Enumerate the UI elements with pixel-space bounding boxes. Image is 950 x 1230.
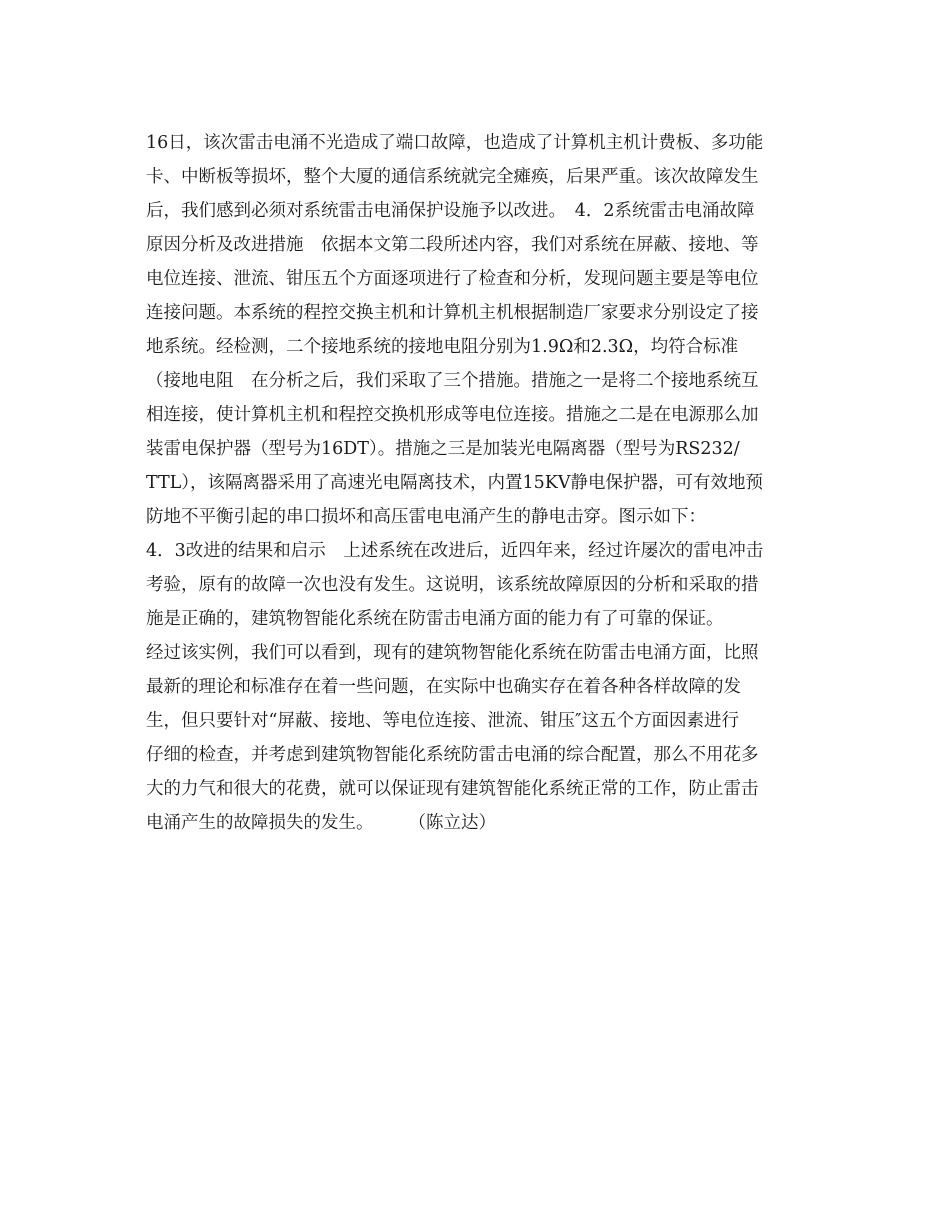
text-line: 仔细的检查，并考虑到建筑物智能化系统防雷击电涌的综合配置，那么不用花多 <box>146 745 759 765</box>
body-text <box>146 126 816 840</box>
text-line: （接地电阻 在分析之后，我们采取了三个措施。措施之一是将二个接地系统互 <box>146 371 759 391</box>
text-line: 地系统。经检测，二个接地系统的接地电阻分别为1.9Ω和2.3Ω，均符合标准 <box>146 337 739 357</box>
text-line: 原因分析及改进措施 依据本文第二段所述内容，我们对系统在屏蔽、接地、等 <box>146 235 759 255</box>
text-line: 电位连接、泄流、钳压五个方面逐项进行了检查和分析，发现问题主要是等电位 <box>146 269 759 289</box>
text-line: 卡、中断板等损坏，整个大厦的通信系统就完全瘫痪，后果严重。该次故障发生 <box>146 167 759 187</box>
text-line: 大的力气和很大的花费，就可以保证现有建筑智能化系统正常的工作，防止雷击 <box>146 779 759 799</box>
text-line: 电涌产生的故障损失的发生。 （陈立达） <box>146 813 496 833</box>
text-line: TTL），该隔离器采用了高速光电隔离技术，内置15KV静电保护器，可有效地预 <box>146 473 764 493</box>
text-line: 防地不平衡引起的串口损坏和高压雷电电涌产生的静电击穿。图示如下： <box>146 507 706 527</box>
text-line: 4．3改进的结果和启示 上述系统在改进后，近四年来，经过许屡次的雷电冲击 <box>146 541 764 561</box>
text-line: 相连接，使计算机主机和程控交换机形成等电位连接。措施之二是在电源那么加 <box>146 405 759 425</box>
text-line: 装雷电保护器（型号为16DT）。措施之三是加装光电隔离器（型号为RS232/ <box>146 439 740 459</box>
text-line: 生，但只要针对“屏蔽、接地、等电位连接、泄流、钳压″这五个方面因素进行 <box>146 711 739 731</box>
text-line: 最新的理论和标准存在着一些问题，在实际中也确实存在着各种各样故障的发 <box>146 677 741 697</box>
text-line: 施是正确的，建筑物智能化系统在防雷击电涌方面的能力有了可靠的保证。 <box>146 609 724 629</box>
text-line: 后，我们感到必须对系统雷击电涌保护设施予以改进。 4．2系统雷击电涌故障 <box>146 201 755 221</box>
text-line: 经过该实例，我们可以看到，现有的建筑物智能化系统在防雷击电涌方面，比照 <box>146 643 759 663</box>
text-line: 考验，原有的故障一次也没有发生。这说明，该系统故障原因的分析和采取的措 <box>146 575 759 595</box>
text-line: 连接问题。本系统的程控交换主机和计算机主机根据制造厂家要求分别设定了接 <box>146 303 759 323</box>
text-line: 16日，该次雷击电涌不光造成了端口故障，也造成了计算机主机计费板、多功能 <box>146 133 764 153</box>
